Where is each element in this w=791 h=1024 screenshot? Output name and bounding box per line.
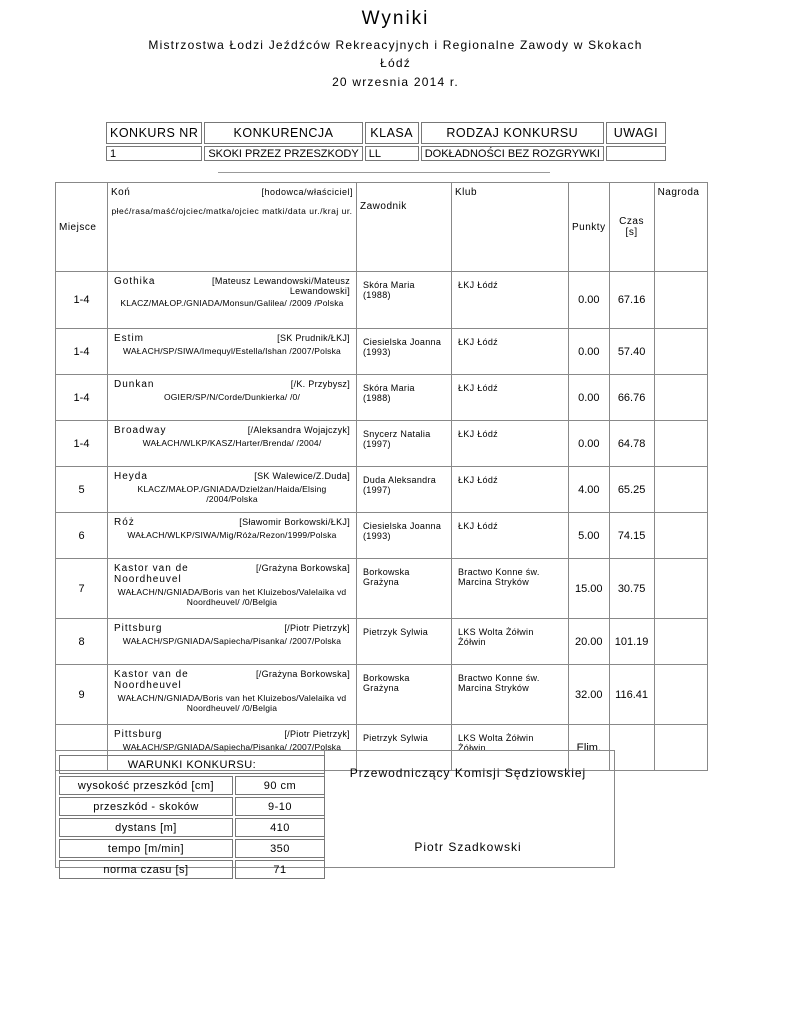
header-place: Miejsce	[56, 183, 108, 272]
table-row	[56, 329, 708, 375]
horse-owner: [SK Prudnik/ŁKJ]	[277, 333, 350, 343]
result-rider: Pietrzyk Sylwia	[357, 619, 452, 665]
condition-label: wysokość przeszkód [cm]	[59, 776, 233, 795]
result-time: 116.41	[609, 665, 654, 725]
result-rider: Duda Aleksandra (1997)	[357, 467, 452, 513]
header-uwagi: UWAGI	[606, 122, 666, 144]
competition-table	[104, 120, 668, 163]
result-points: 0.00	[569, 272, 610, 329]
result-time: 57.40	[609, 329, 654, 375]
horse-description: WAŁACH/SP/SIWA/Imequyl/Estella/Ishan /2007/Polska	[123, 346, 341, 356]
horse-name: Heyda	[114, 471, 148, 482]
header-konkurs-nr: KONKURS NR	[106, 122, 202, 144]
horse-owner: [/Grażyna Borkowska]	[255, 563, 350, 573]
result-horse	[108, 272, 357, 329]
result-prize	[654, 513, 707, 559]
result-time: 101.19	[609, 619, 654, 665]
horse-name: Gothika	[114, 276, 156, 287]
result-club: Bractwo Konne św. Marcina Stryków	[452, 665, 569, 725]
result-rider: Skóra Maria (1988)	[357, 272, 452, 329]
horse-description: WAŁACH/WLKP/KASZ/Harter/Brenda/ /2004/	[142, 438, 322, 448]
result-prize	[654, 375, 707, 421]
result-prize	[654, 619, 707, 665]
result-place: 1-4	[56, 421, 108, 467]
result-club: LKS Wolta Żółwin Żółwin	[452, 725, 569, 771]
horse-description: OGIER/SP/N/Corde/Dunkierka/ /0/	[163, 392, 301, 402]
result-place: 1-4	[56, 329, 108, 375]
header-horse-label: Koń	[111, 187, 131, 198]
value-konkurs-nr: 1	[106, 146, 202, 161]
result-prize	[654, 559, 707, 619]
result-horse	[108, 375, 357, 421]
result-points: 15.00	[569, 559, 610, 619]
horse-owner: [Sławomir Borkowski/ŁKJ]	[239, 517, 350, 527]
result-time: 65.25	[609, 467, 654, 513]
result-points: 0.00	[569, 375, 610, 421]
horse-description: WAŁACH/SP/GNIADA/Sapiecha/Pisanka/ /2007/Polska	[122, 636, 342, 646]
horse-owner: [/Piotr Pietrzyk]	[284, 729, 350, 739]
horse-owner: [/Grażyna Borkowska]	[255, 669, 350, 679]
result-horse	[108, 329, 357, 375]
horse-owner: [/Piotr Pietrzyk]	[284, 623, 350, 633]
condition-value: 71	[235, 860, 325, 879]
result-rider: Ciesielska Joanna (1993)	[357, 329, 452, 375]
table-row	[56, 421, 708, 467]
value-konkurencja: SKOKI PRZEZ PRZESZKODY	[204, 146, 362, 161]
table-row	[56, 559, 708, 619]
horse-name: Estim	[114, 333, 144, 344]
result-club: ŁKJ Łódź	[452, 375, 569, 421]
horse-owner: [/Aleksandra Wojajczyk]	[247, 425, 350, 435]
results-table	[55, 182, 708, 771]
result-horse	[108, 421, 357, 467]
table-row	[56, 467, 708, 513]
result-time: 66.76	[609, 375, 654, 421]
horse-name: Dunkan	[114, 379, 155, 390]
result-points: 0.00	[569, 421, 610, 467]
header-points: Punkty	[569, 183, 610, 272]
value-rodzaj: DOKŁADNOŚCI BEZ ROZGRYWKI	[421, 146, 604, 161]
horse-description: WAŁACH/SP/GNIADA/Sapiecha/Pisanka/ /2007/Polska	[122, 742, 342, 752]
value-klasa: LL	[365, 146, 419, 161]
result-points: 32.00	[569, 665, 610, 725]
header-rider: Zawodnik	[357, 183, 452, 272]
result-time: 74.15	[609, 513, 654, 559]
header-time: Czas [s]	[609, 183, 654, 272]
condition-value: 90 cm	[235, 776, 325, 795]
horse-name: Kastor van de Noordheuvel	[114, 669, 189, 691]
result-points: Elim.	[569, 725, 610, 771]
header-rodzaj: RODZAJ KONKURSU	[421, 122, 604, 144]
event-subtitle: Mistrzostwa Łodzi Jeźdźców Rekreacyjnych i Regionalne Zawody w Skokach	[148, 38, 643, 52]
result-rider: Snycerz Natalia (1997)	[357, 421, 452, 467]
value-uwagi	[606, 146, 666, 161]
result-points: 20.00	[569, 619, 610, 665]
result-prize	[654, 665, 707, 725]
result-club: ŁKJ Łódź	[452, 467, 569, 513]
horse-name: Kastor van de Noordheuvel	[114, 563, 189, 585]
result-points: 0.00	[569, 329, 610, 375]
header-horse-owner: [hodowca/właściciel]	[261, 187, 353, 197]
horse-description: WAŁACH/N/GNIADA/Boris van het Kluizebos/Valelaika vd Noordheuvel/ /0/Belgia	[117, 587, 347, 607]
horse-description: WAŁACH/WLKP/SIWA/Mig/Róża/Rezon/1999/Polska	[127, 530, 337, 540]
header-prize: Nagroda	[654, 183, 707, 272]
result-club: ŁKJ Łódź	[452, 513, 569, 559]
horse-name: Broadway	[114, 425, 167, 436]
condition-value: 9-10	[235, 797, 325, 816]
header-klasa: KLASA	[365, 122, 419, 144]
result-place: 5	[56, 467, 108, 513]
result-prize	[654, 329, 707, 375]
conditions-table	[57, 753, 327, 881]
result-club: ŁKJ Łódź	[452, 329, 569, 375]
horse-owner: [Mateusz Lewandowski/Mateusz Lewandowski]	[212, 276, 350, 296]
result-time: 64.78	[609, 421, 654, 467]
table-row	[56, 513, 708, 559]
result-place: 1-4	[56, 375, 108, 421]
condition-value: 410	[235, 818, 325, 837]
result-prize	[654, 725, 707, 771]
result-horse	[108, 467, 357, 513]
condition-value: 350	[235, 839, 325, 858]
condition-label: tempo [m/min]	[59, 839, 233, 858]
horse-name: Pittsburg	[114, 729, 163, 740]
result-rider: Ciesielska Joanna (1993)	[357, 513, 452, 559]
result-place: 8	[56, 619, 108, 665]
horse-owner: [SK Walewice/Z.Duda]	[254, 471, 350, 481]
result-rider: Skóra Maria (1988)	[357, 375, 452, 421]
result-club: LKS Wolta Żółwin Żółwin	[452, 619, 569, 665]
page-title: Wyniki	[361, 8, 430, 29]
result-place: 6	[56, 513, 108, 559]
result-rider: Borkowska Grażyna	[357, 559, 452, 619]
event-city: Łódź	[380, 56, 411, 70]
result-place: 7	[56, 559, 108, 619]
table-row	[56, 665, 708, 725]
horse-description: KLACZ/MAŁOP./GNIADA/Dzielżan/Haida/Elsing /2004/Polska	[137, 484, 327, 504]
result-time	[609, 725, 654, 771]
header-horse-desc: płeć/rasa/maść/ojciec/matka/ojciec matki/data ur./kraj ur.	[111, 206, 353, 216]
result-club: ŁKJ Łódź	[452, 272, 569, 329]
result-horse	[108, 513, 357, 559]
result-prize	[654, 272, 707, 329]
horse-name: Pittsburg	[114, 623, 163, 634]
condition-label: dystans [m]	[59, 818, 233, 837]
result-prize	[654, 467, 707, 513]
judge-name: Piotr Szadkowski	[414, 840, 522, 854]
event-date: 20 wrzesnia 2014 r.	[332, 75, 459, 89]
horse-description: KLACZ/MAŁOP./GNIADA/Monsun/Galilea/ /2009 /Polska	[120, 298, 344, 308]
result-points: 4.00	[569, 467, 610, 513]
result-time: 30.75	[609, 559, 654, 619]
condition-label: norma czasu [s]	[59, 860, 233, 879]
result-place: 9	[56, 665, 108, 725]
result-horse	[108, 559, 357, 619]
horse-owner: [/K. Przybysz]	[290, 379, 350, 389]
header-konkurencja: KONKURENCJA	[204, 122, 362, 144]
header-club: Klub	[452, 183, 569, 272]
result-horse	[108, 665, 357, 725]
judge-role: Przewodniczący Komisji Sędziowskiej	[349, 766, 587, 780]
result-rider: Pietrzyk Sylwia	[357, 725, 452, 771]
table-row	[56, 375, 708, 421]
result-horse	[108, 619, 357, 665]
horse-description: WAŁACH/N/GNIADA/Boris van het Kluizebos/Valelaika vd Noordheuvel/ /0/Belgia	[117, 693, 347, 713]
conditions-title: WARUNKI KONKURSU:	[59, 755, 325, 774]
result-prize	[654, 421, 707, 467]
result-club: Bractwo Konne św. Marcina Stryków	[452, 559, 569, 619]
result-time: 67.16	[609, 272, 654, 329]
table-row	[56, 272, 708, 329]
result-place: 1-4	[56, 272, 108, 329]
condition-label: przeszkód - skoków	[59, 797, 233, 816]
header-horse	[108, 183, 357, 272]
result-club: ŁKJ Łódź	[452, 421, 569, 467]
horse-name: Róż	[114, 517, 135, 528]
result-rider: Borkowska Grażyna	[357, 665, 452, 725]
table-row	[56, 619, 708, 665]
result-points: 5.00	[569, 513, 610, 559]
divider	[218, 172, 550, 173]
